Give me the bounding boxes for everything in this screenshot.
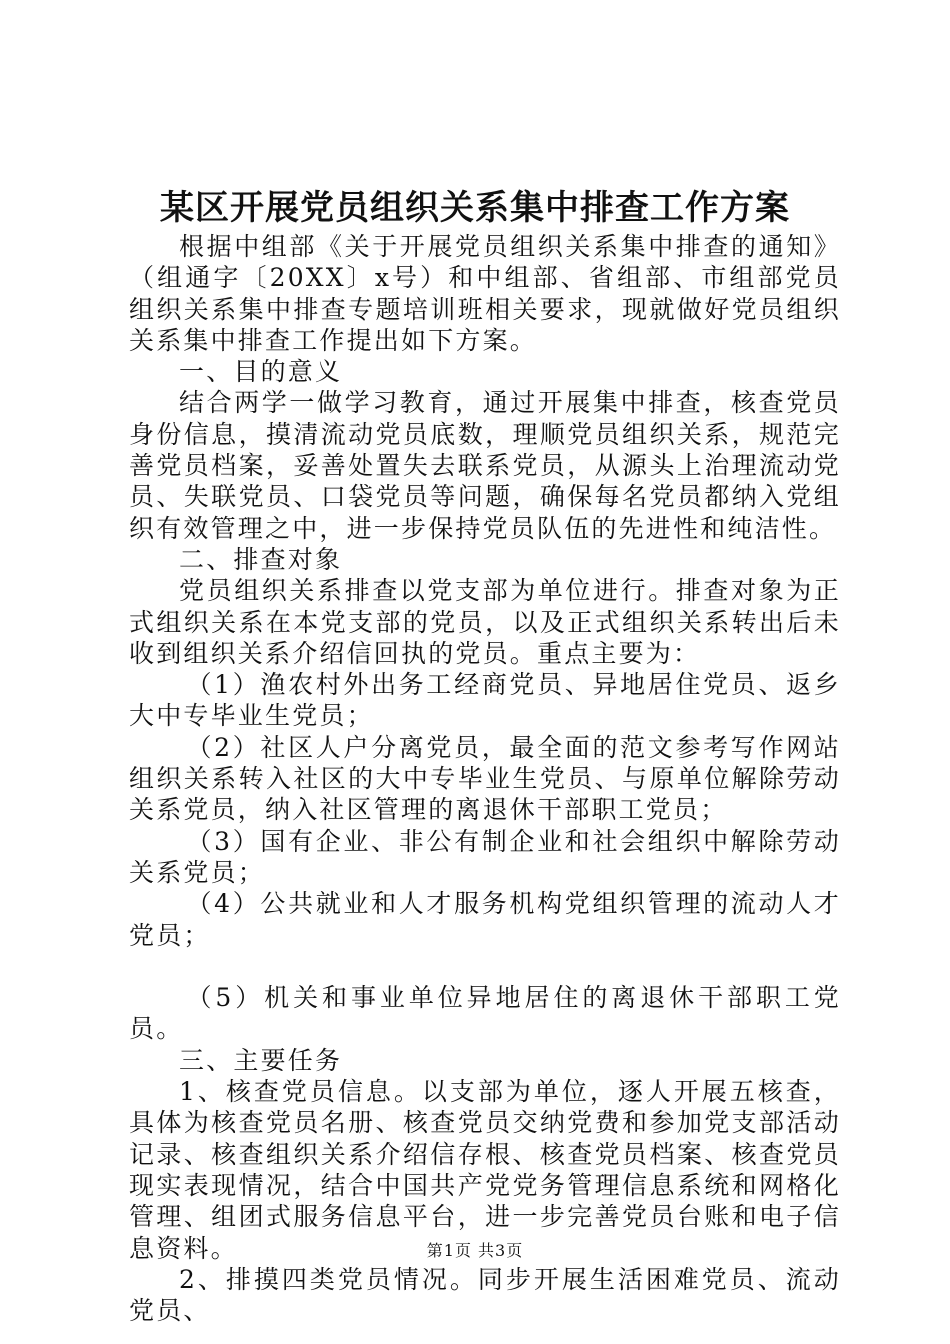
task-item-2: 2、排摸四类党员情况。同步开展生活困难党员、流动党员、 bbox=[129, 1264, 841, 1326]
page-footer: 第1页 共3页 bbox=[426, 1241, 524, 1260]
intro-paragraph: 根据中组部《关于开展党员组织关系集中排查的通知》（组通字〔20XX〕x号）和中组部、省组部、市组部党员组织关系集中排查专题培训班相关要求，现就做好党员组织关系集中排查工作提出如下方案。 bbox=[129, 232, 841, 355]
target-item-5: （5）机关和事业单位异地居住的离退休干部职工党员。 bbox=[129, 983, 841, 1044]
task-item-1: 1、核查党员信息。以支部为单位，逐人开展五核查，具体为核查党员名册、核查党员交纳党费和参加党支部活动记录、核查组织关系介绍信存根、核查党员档案、核查党员现实表现情况，结合中国共产党党务管理信息系统和网格化管理、组团式服务信息平台，进一步完善党员台账和电子信息资料。 bbox=[129, 1077, 841, 1263]
target-item-1: （1）渔农村外出务工经商党员、异地居住党员、返乡大中专毕业生党员； bbox=[129, 670, 841, 731]
document-title: 某区开展党员组织关系集中排查工作方案 bbox=[160, 188, 790, 228]
target-item-4: （4）公共就业和人才服务机构党组织管理的流动人才党员； bbox=[129, 889, 841, 950]
targets-paragraph: 党员组织关系排查以党支部为单位进行。排查对象为正式组织关系在本党支部的党员，以及正式组织关系转出后未收到组织关系介绍信回执的党员。重点主要为： bbox=[129, 576, 841, 668]
target-item-2: （2）社区人户分离党员，最全面的范文参考写作网站组织关系转入社区的大中专毕业生党员、与原单位解除劳动关系党员，纳入社区管理的离退休干部职工党员； bbox=[129, 732, 841, 825]
section-heading-tasks: 三、主要任务 bbox=[179, 1045, 343, 1075]
section-heading-purpose: 一、目的意义 bbox=[179, 357, 343, 387]
target-item-3: （3）国有企业、非公有制企业和社会组织中解除劳动关系党员； bbox=[129, 826, 841, 887]
document-body bbox=[129, 231, 841, 1326]
purpose-paragraph: 结合两学一做学习教育，通过开展集中排查，核查党员身份信息，摸清流动党员底数，理顺党员组织关系，规范完善党员档案，妥善处置失去联系党员，从源头上治理流动党员、失联党员、口袋党员等问题，确保每名党员都纳入党组织有效管理之中，进一步保持党员队伍的先进性和纯洁性。 bbox=[129, 388, 841, 543]
section-heading-targets: 二、排查对象 bbox=[179, 544, 343, 574]
blank-line bbox=[129, 951, 841, 982]
